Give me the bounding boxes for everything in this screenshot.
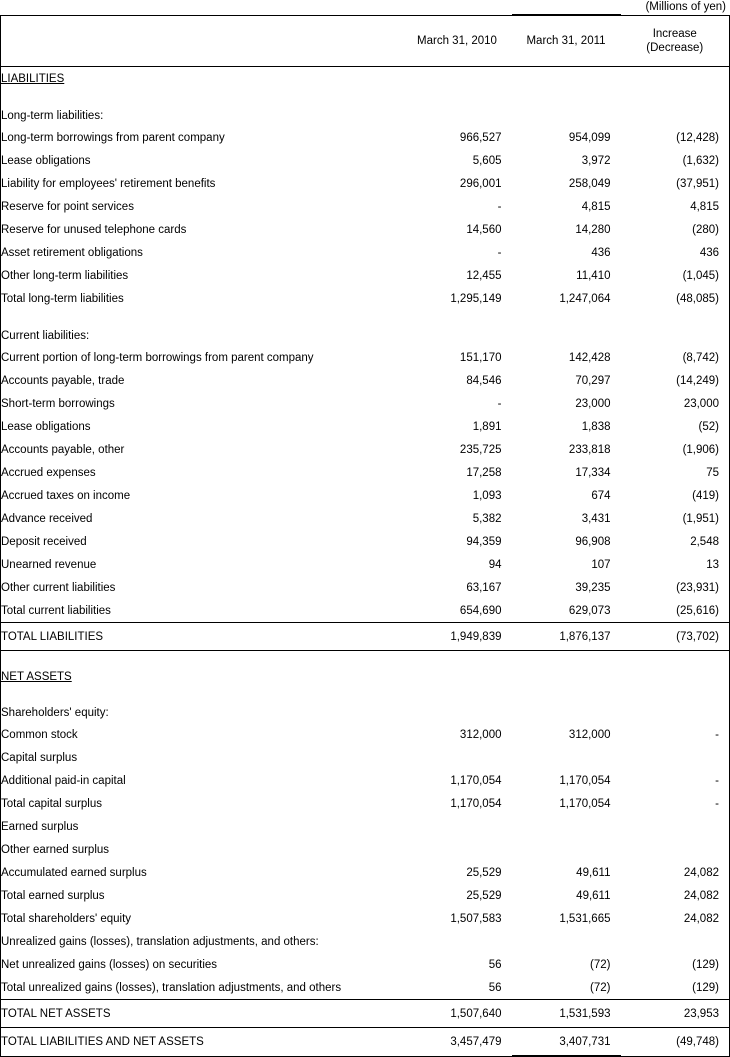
total-liabilities-row bbox=[1, 623, 730, 651]
row-value-2011: 312,000 bbox=[512, 723, 621, 746]
row-value-delta: 75 bbox=[621, 461, 730, 484]
row-value-2011: 1,170,054 bbox=[512, 792, 621, 815]
row-label: Total current liabilities bbox=[1, 599, 403, 623]
row-value-2011: 1,876,137 bbox=[512, 623, 621, 651]
row-value-2010: 966,527 bbox=[403, 126, 512, 149]
row-value-2010 bbox=[403, 651, 512, 688]
table-row bbox=[1, 815, 730, 838]
row-label: Additional paid-in capital bbox=[1, 769, 403, 792]
row-value-2010: 1,507,583 bbox=[403, 907, 512, 930]
table-row bbox=[1, 769, 730, 792]
row-value-2011: 1,838 bbox=[512, 415, 621, 438]
row-value-2010: 1,093 bbox=[403, 484, 512, 507]
row-value-delta bbox=[621, 687, 730, 723]
row-value-delta: (1,632) bbox=[621, 149, 730, 172]
row-value-delta bbox=[621, 651, 730, 688]
row-label: Total earned surplus bbox=[1, 884, 403, 907]
table-row bbox=[1, 90, 730, 126]
row-label: Net unrealized gains (losses) on securities bbox=[1, 953, 403, 976]
row-value-2010 bbox=[403, 838, 512, 861]
row-value-delta: 4,815 bbox=[621, 195, 730, 218]
row-label: Accounts payable, trade bbox=[1, 369, 403, 392]
row-value-delta: 24,082 bbox=[621, 861, 730, 884]
table-row bbox=[1, 218, 730, 241]
row-value-delta: (8,742) bbox=[621, 346, 730, 369]
row-label: Earned surplus bbox=[1, 815, 403, 838]
row-value-2011: 11,410 bbox=[512, 264, 621, 287]
row-label: Current liabilities: bbox=[1, 310, 403, 346]
table-row bbox=[1, 241, 730, 264]
row-value-2010: 1,170,054 bbox=[403, 792, 512, 815]
row-value-2011 bbox=[512, 651, 621, 688]
row-value-2011: 1,531,665 bbox=[512, 907, 621, 930]
row-value-2011: 1,531,593 bbox=[512, 1000, 621, 1028]
row-label: Advance received bbox=[1, 507, 403, 530]
section-heading-net-assets: NET ASSETS bbox=[1, 671, 72, 683]
row-value-2011: 23,000 bbox=[512, 392, 621, 415]
row-value-2010: 94 bbox=[403, 553, 512, 576]
row-value-2011: 1,247,064 bbox=[512, 287, 621, 310]
table-row bbox=[1, 461, 730, 484]
row-value-2010: 1,949,839 bbox=[403, 623, 512, 651]
table-row bbox=[1, 930, 730, 953]
row-label: Capital surplus bbox=[1, 746, 403, 769]
row-label: Shareholders' equity: bbox=[1, 687, 403, 723]
row-value-2011 bbox=[512, 838, 621, 861]
row-value-delta: (12,428) bbox=[621, 126, 730, 149]
row-value-delta: 23,953 bbox=[621, 1000, 730, 1028]
row-value-2011: 96,908 bbox=[512, 530, 621, 553]
table-row bbox=[1, 438, 730, 461]
row-value-2010: 25,529 bbox=[403, 884, 512, 907]
table-row bbox=[1, 651, 730, 688]
row-value-2010 bbox=[403, 90, 512, 126]
row-value-delta: (129) bbox=[621, 953, 730, 976]
row-value-2011: 4,815 bbox=[512, 195, 621, 218]
table-row bbox=[1, 310, 730, 346]
total-net-assets-row bbox=[1, 1000, 730, 1028]
row-value-2011: 1,170,054 bbox=[512, 769, 621, 792]
row-value-2011: 142,428 bbox=[512, 346, 621, 369]
row-value-delta: 24,082 bbox=[621, 907, 730, 930]
row-value-delta bbox=[621, 815, 730, 838]
row-value-2011 bbox=[512, 687, 621, 723]
row-label bbox=[1, 67, 403, 91]
units-caption: (Millions of yen) bbox=[645, 1, 726, 13]
header-year-2011: March 31, 2011 bbox=[512, 15, 621, 67]
row-value-2010 bbox=[403, 67, 512, 91]
table-row bbox=[1, 723, 730, 746]
table-row bbox=[1, 838, 730, 861]
table-row bbox=[1, 392, 730, 415]
row-value-2010: - bbox=[403, 195, 512, 218]
row-value-2011: 49,611 bbox=[512, 884, 621, 907]
balance-sheet-table bbox=[0, 14, 730, 1057]
row-value-2010 bbox=[403, 930, 512, 953]
row-value-2011: 258,049 bbox=[512, 172, 621, 195]
row-value-2011: 674 bbox=[512, 484, 621, 507]
table-row bbox=[1, 67, 730, 91]
table-row bbox=[1, 415, 730, 438]
row-value-2011: (72) bbox=[512, 976, 621, 1000]
table-row bbox=[1, 553, 730, 576]
row-value-2011 bbox=[512, 815, 621, 838]
table-row bbox=[1, 907, 730, 930]
row-value-delta: (419) bbox=[621, 484, 730, 507]
row-label: TOTAL LIABILITIES bbox=[1, 623, 403, 651]
row-value-2010: 1,507,640 bbox=[403, 1000, 512, 1028]
row-value-2010: 14,560 bbox=[403, 218, 512, 241]
row-value-2010: 151,170 bbox=[403, 346, 512, 369]
row-value-2010 bbox=[403, 687, 512, 723]
table-row bbox=[1, 346, 730, 369]
row-value-2011 bbox=[512, 90, 621, 126]
row-value-delta bbox=[621, 930, 730, 953]
row-value-2011: 49,611 bbox=[512, 861, 621, 884]
row-value-2011: 3,972 bbox=[512, 149, 621, 172]
row-value-2010: - bbox=[403, 392, 512, 415]
row-value-2010: 312,000 bbox=[403, 723, 512, 746]
table-row bbox=[1, 976, 730, 1000]
row-label: Total shareholders' equity bbox=[1, 907, 403, 930]
row-value-delta: 2,548 bbox=[621, 530, 730, 553]
row-value-delta: 436 bbox=[621, 241, 730, 264]
section-heading-liabilities: LIABILITIES bbox=[1, 72, 65, 85]
table-row bbox=[1, 576, 730, 599]
table-row bbox=[1, 746, 730, 769]
row-label: Accrued taxes on income bbox=[1, 484, 403, 507]
row-label: Other earned surplus bbox=[1, 838, 403, 861]
row-value-2010: 17,258 bbox=[403, 461, 512, 484]
row-value-2011: 629,073 bbox=[512, 599, 621, 623]
total-liabilities-and-net-assets-row bbox=[1, 1028, 730, 1057]
row-value-delta: (1,045) bbox=[621, 264, 730, 287]
table-header-row bbox=[1, 15, 730, 67]
table-row bbox=[1, 687, 730, 723]
row-label: Long-term liabilities: bbox=[1, 90, 403, 126]
row-value-2011: 14,280 bbox=[512, 218, 621, 241]
header-label-cell bbox=[1, 15, 403, 67]
row-value-2011: (72) bbox=[512, 953, 621, 976]
row-value-2011: 70,297 bbox=[512, 369, 621, 392]
table-row bbox=[1, 484, 730, 507]
row-value-delta: (48,085) bbox=[621, 287, 730, 310]
row-value-2010 bbox=[403, 746, 512, 769]
row-value-2010: 84,546 bbox=[403, 369, 512, 392]
row-value-delta bbox=[621, 838, 730, 861]
row-value-delta: (280) bbox=[621, 218, 730, 241]
row-value-2011: 954,099 bbox=[512, 126, 621, 149]
row-label: Total long-term liabilities bbox=[1, 287, 403, 310]
row-value-delta: 13 bbox=[621, 553, 730, 576]
row-label: TOTAL NET ASSETS bbox=[1, 1000, 403, 1028]
table-row bbox=[1, 792, 730, 815]
row-label: Lease obligations bbox=[1, 415, 403, 438]
row-value-delta bbox=[621, 90, 730, 126]
row-value-delta: (73,702) bbox=[621, 623, 730, 651]
row-value-delta: (129) bbox=[621, 976, 730, 1000]
row-value-delta: - bbox=[621, 769, 730, 792]
row-value-2010: 25,529 bbox=[403, 861, 512, 884]
row-value-2011 bbox=[512, 930, 621, 953]
table-row bbox=[1, 884, 730, 907]
row-value-2010: 5,382 bbox=[403, 507, 512, 530]
row-value-2010: 235,725 bbox=[403, 438, 512, 461]
header-increase-decrease bbox=[621, 15, 730, 67]
table-row bbox=[1, 195, 730, 218]
row-label: Short-term borrowings bbox=[1, 392, 403, 415]
row-value-2010: 5,605 bbox=[403, 149, 512, 172]
row-value-2010: 56 bbox=[403, 976, 512, 1000]
row-label: Unrealized gains (losses), translation adjustments, and others: bbox=[1, 930, 403, 953]
row-value-2011: 233,818 bbox=[512, 438, 621, 461]
row-value-2010: 654,690 bbox=[403, 599, 512, 623]
row-label: Other current liabilities bbox=[1, 576, 403, 599]
header-increase-line2: (Decrease) bbox=[646, 41, 704, 54]
row-value-2010: 94,359 bbox=[403, 530, 512, 553]
row-value-2011 bbox=[512, 67, 621, 91]
row-value-2011: 39,235 bbox=[512, 576, 621, 599]
row-label: Reserve for point services bbox=[1, 195, 403, 218]
row-label: Common stock bbox=[1, 723, 403, 746]
row-value-delta: (1,906) bbox=[621, 438, 730, 461]
row-value-delta: (37,951) bbox=[621, 172, 730, 195]
row-value-2010: 1,295,149 bbox=[403, 287, 512, 310]
row-value-delta bbox=[621, 746, 730, 769]
table-row bbox=[1, 149, 730, 172]
row-label: Liability for employees' retirement benefits bbox=[1, 172, 403, 195]
row-value-2011: 436 bbox=[512, 241, 621, 264]
row-label: Reserve for unused telephone cards bbox=[1, 218, 403, 241]
row-value-2011: 107 bbox=[512, 553, 621, 576]
row-value-2010: 63,167 bbox=[403, 576, 512, 599]
row-label: Accumulated earned surplus bbox=[1, 861, 403, 884]
row-value-delta: 24,082 bbox=[621, 884, 730, 907]
row-label: Asset retirement obligations bbox=[1, 241, 403, 264]
table-row bbox=[1, 507, 730, 530]
row-value-delta: (52) bbox=[621, 415, 730, 438]
row-value-delta: (1,951) bbox=[621, 507, 730, 530]
row-value-2011 bbox=[512, 310, 621, 346]
row-label: Current portion of long-term borrowings from parent company bbox=[1, 346, 403, 369]
row-value-2011: 3,407,731 bbox=[512, 1028, 621, 1057]
row-label: Deposit received bbox=[1, 530, 403, 553]
row-value-delta: - bbox=[621, 723, 730, 746]
header-increase-line1: Increase bbox=[652, 27, 697, 40]
table-row bbox=[1, 126, 730, 149]
table-row bbox=[1, 172, 730, 195]
row-value-2010 bbox=[403, 815, 512, 838]
table-row bbox=[1, 369, 730, 392]
table-row bbox=[1, 599, 730, 623]
row-value-delta: (14,249) bbox=[621, 369, 730, 392]
row-value-2011: 3,431 bbox=[512, 507, 621, 530]
row-label: Unearned revenue bbox=[1, 553, 403, 576]
row-value-delta bbox=[621, 310, 730, 346]
row-value-2010: 296,001 bbox=[403, 172, 512, 195]
row-value-delta: (49,748) bbox=[621, 1028, 730, 1057]
row-label: Other long-term liabilities bbox=[1, 264, 403, 287]
row-value-2011 bbox=[512, 746, 621, 769]
table-row bbox=[1, 953, 730, 976]
row-value-delta: 23,000 bbox=[621, 392, 730, 415]
table-row bbox=[1, 264, 730, 287]
table-row bbox=[1, 530, 730, 553]
table-row bbox=[1, 861, 730, 884]
row-value-2010: 1,891 bbox=[403, 415, 512, 438]
row-value-2010: 12,455 bbox=[403, 264, 512, 287]
row-value-2010: 3,457,479 bbox=[403, 1028, 512, 1057]
row-value-2011: 17,334 bbox=[512, 461, 621, 484]
row-label: Total capital surplus bbox=[1, 792, 403, 815]
row-label: Accounts payable, other bbox=[1, 438, 403, 461]
row-value-2010: 1,170,054 bbox=[403, 769, 512, 792]
row-label: Lease obligations bbox=[1, 149, 403, 172]
row-label: Long-term borrowings from parent company bbox=[1, 126, 403, 149]
row-value-delta: (25,616) bbox=[621, 599, 730, 623]
row-value-delta: - bbox=[621, 792, 730, 815]
row-label: TOTAL LIABILITIES AND NET ASSETS bbox=[1, 1028, 403, 1057]
row-label: Accrued expenses bbox=[1, 461, 403, 484]
row-value-delta: (23,931) bbox=[621, 576, 730, 599]
row-value-2010: 56 bbox=[403, 953, 512, 976]
row-value-2010 bbox=[403, 310, 512, 346]
table-row bbox=[1, 287, 730, 310]
row-value-delta bbox=[621, 67, 730, 91]
header-year-2010: March 31, 2010 bbox=[403, 15, 512, 67]
row-label: Total unrealized gains (losses), translation adjustments, and others bbox=[1, 976, 403, 1000]
row-value-2010: - bbox=[403, 241, 512, 264]
row-label bbox=[1, 651, 403, 688]
